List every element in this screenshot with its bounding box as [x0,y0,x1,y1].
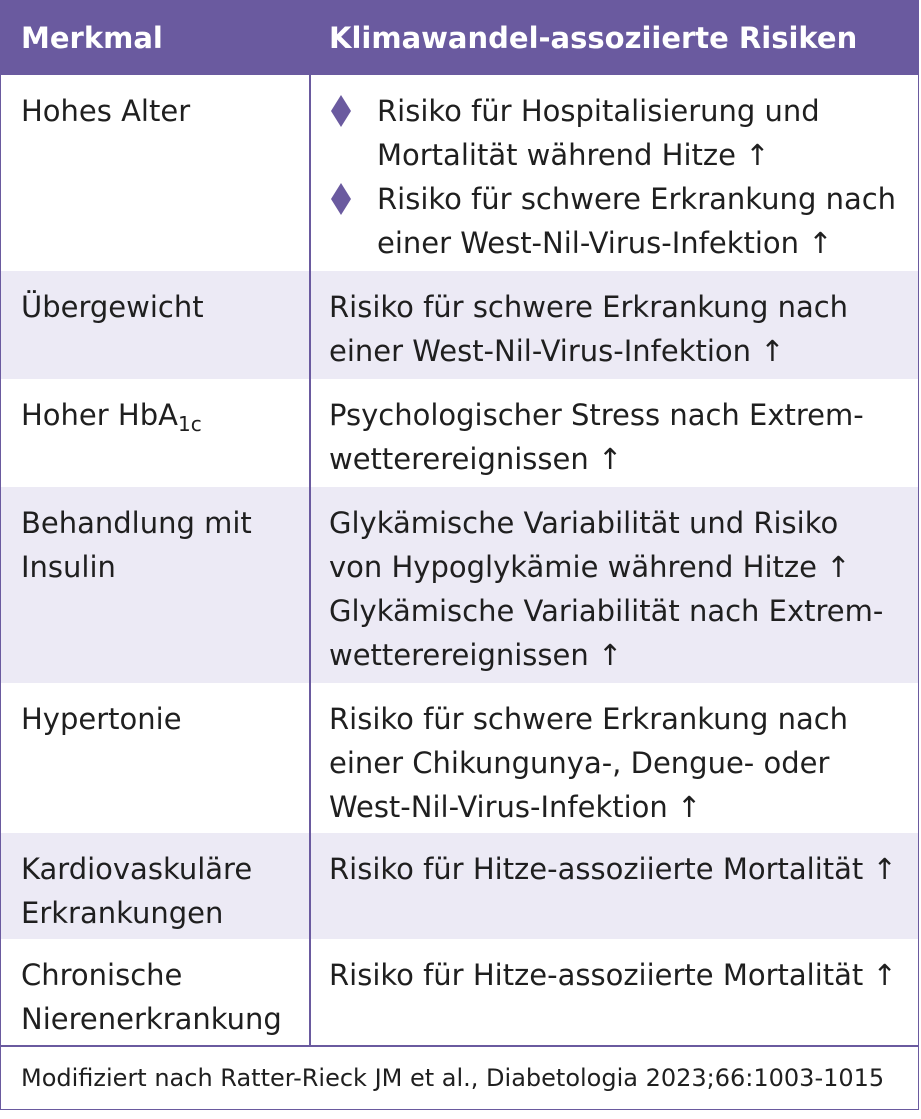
risk-cell [329,393,914,481]
risk-text: von Hypoglykämie während Hitze ↑ [329,550,851,584]
risk-cell [329,285,914,373]
risk-text: Psychologischer Stress nach Extrem- [329,398,864,432]
merkmal-text: Erkrankungen [21,896,224,930]
risk-cell [329,89,914,265]
risk-bullet [329,89,914,177]
merkmal-subscript: 1c [177,412,202,436]
table-row [1,379,919,487]
merkmal-text: Nierenerkrankung [21,1002,282,1036]
header-risiken: Klimawandel-assoziierte Risiken [329,21,858,55]
merkmal-cell: Übergewicht [21,290,204,324]
risk-text: Risiko für Hitze-assoziierte Mortalität ↑ [329,852,897,886]
merkmal-text: Kardiovaskuläre [21,852,253,886]
table-row [1,487,919,683]
risk-text: West-Nil-Virus-Infektion ↑ [329,790,702,824]
risk-text: einer Chikungunya-, Dengue- oder [329,746,830,780]
merkmal-cell [21,847,296,935]
risk-text: Risiko für schwere Erkrankung nach [329,702,849,736]
table-header [1,1,919,75]
merkmal-cell [21,501,296,589]
risk-cell [329,847,914,891]
risk-bullet [329,177,914,265]
source-note: Modifiziert nach Ratter-Rieck JM et al., Diabetologia 2023;66:1003-1015 [21,1064,885,1092]
diamond-bullet-icon [331,183,351,215]
risk-text: Risiko für schwere Erkrankung nach [329,290,849,324]
risk-text: wetterereignissen ↑ [329,638,623,672]
merkmal-cell [21,953,296,1041]
merkmal-cell: Hohes Alter [21,94,191,128]
merkmal-text: Insulin [21,550,116,584]
table-row [1,75,919,271]
table-footer [1,1045,919,1110]
risk-text: Risiko für Hitze-assoziierte Mortalität ↑ [329,958,897,992]
table-row [1,939,919,1045]
risk-text: wetterereignissen ↑ [329,442,623,476]
merkmal-text: Hoher HbA [21,398,178,432]
risk-text: Glykämische Variabilität und Risiko [329,506,839,540]
risk-text: Mortalität während Hitze ↑ [377,138,770,172]
risk-text: Risiko für schwere Erkrankung nach [377,182,897,216]
column-divider [309,1,311,1045]
table-row [1,833,919,939]
table-row [1,271,919,379]
merkmal-cell: Hypertonie [21,702,182,736]
diamond-bullet-icon [331,95,351,127]
header-merkmal: Merkmal [21,21,163,55]
merkmal-cell [21,393,296,446]
risk-cell [329,697,914,829]
merkmal-text: Behandlung mit [21,506,252,540]
risk-cell [329,953,914,997]
risk-text: einer West-Nil-Virus-Infektion ↑ [377,226,833,260]
risk-text: Glykämische Variabilität nach Extrem- [329,594,884,628]
merkmal-text: Chronische [21,958,183,992]
risk-text: einer West-Nil-Virus-Infektion ↑ [329,334,785,368]
risk-cell [329,501,914,677]
table-row [1,683,919,833]
risk-text: Risiko für Hospitalisierung und [377,94,820,128]
